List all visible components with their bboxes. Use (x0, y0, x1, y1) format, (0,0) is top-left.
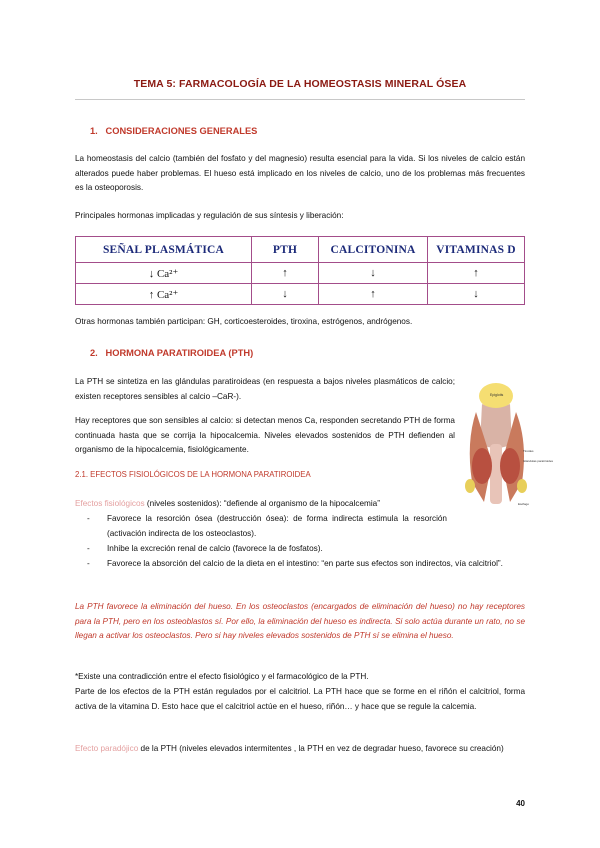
document-title: TEMA 5: FARMACOLOGÍA DE LA HOMEOSTASIS MINERAL ÓSEA (133, 78, 467, 90)
table-cell: ↓ (428, 284, 525, 305)
effects-label: Efectos fisiológicos (75, 499, 145, 508)
parathyroid-left (465, 479, 475, 493)
table-cell: ↑ (319, 284, 428, 305)
trachea-shape (490, 444, 502, 504)
subsection-2-1-heading: 2.1. EFECTOS FISIOLÓGICOS DE LA HORMONA PARATIROIDEA (75, 470, 311, 479)
italic-note: La PTH favorece la eliminación del hueso. En los osteoclastos (encargados de eliminación del hueso) no hay receptores para la PTH, pero en los osteoblastos sí. Por ello, la eliminación del hueso es indirecta. Si solo actúa durante un rato, no se llegan a activar los osteoclastos. Pero si hay niveles elevados sostenidos de PTH sí se elimina el hueso. (75, 602, 525, 641)
section-1-paragraph-2: Principales hormonas implicadas y regulación de sus síntesis y liberación: (75, 211, 344, 220)
section-2-paragraph-1: La PTH se sintetiza en las glándulas paratiroideas (en respuesta a bajos niveles plasmáticos de calcio; existen receptores sensibles al calcio –CaR-). (75, 377, 455, 401)
table-cell: ↑ (428, 263, 525, 284)
list-item-text: Favorece la resorción ósea (destrucción ósea): de forma indirecta estimula la resorción (activación indirecta de los osteoclastos). (107, 514, 447, 538)
table-cell: ↓ Ca²⁺ (76, 263, 252, 284)
table-row (76, 284, 525, 305)
page-number: 40 (516, 799, 525, 808)
label-right-2: Glándulas paratiroides (523, 459, 554, 463)
list-item (87, 557, 525, 572)
section-2-paragraph-3: *Existe una contradicción entre el efecto fisiológico y el farmacológico de la PTH. (75, 672, 369, 681)
bullet-dash: - (87, 559, 90, 568)
section-1-paragraph-1: La homeostasis del calcio (también del fosfato y del magnesio) resulta esencial para la vida. Si los niveles de calcio están alterados puede haber problemas. El hueso está implicado en los niveles de calcio, uno de los problemas más frecuentes es la osteoporosis. (75, 154, 525, 193)
list-item-text: Favorece la absorción del calcio de la dieta en el intestino: “en parte sus efectos son indirectos, vía calcitriol”. (107, 559, 503, 568)
parathyroid-right (517, 479, 527, 493)
table-header-cell: CALCITONINA (319, 237, 428, 263)
effects-rest: (niveles sostenidos): “defiende al organismo de la hipocalcemia” (144, 499, 380, 508)
table-header-cell: PTH (252, 237, 319, 263)
list-item (87, 512, 525, 541)
table-header-cell: SEÑAL PLASMÁTICA (76, 237, 252, 263)
paradox-rest: de la PTH (niveles elevados intermitentes , la PTH en vez de degradar hueso, favorece su creación) (138, 744, 504, 753)
table-header-cell: VITAMINAS D (428, 237, 525, 263)
bullet-dash: - (87, 514, 90, 523)
table-cell: ↓ (252, 284, 319, 305)
table-cell: ↓ (319, 263, 428, 284)
table-cell: ↑ (252, 263, 319, 284)
section-1-paragraph-3: Otras hormonas también participan: GH, corticoesteroides, tiroxina, estrógenos, andrógenos. (75, 317, 413, 326)
table-row (76, 263, 525, 284)
paradox-label: Efecto paradójico (75, 744, 139, 753)
label-right-1: Tiroides (523, 449, 534, 453)
section-2-heading: 2. HORMONA PARATIROIDEA (PTH) (90, 348, 254, 358)
bullet-dash: - (87, 544, 90, 553)
table-header-row (76, 237, 525, 263)
hormone-table (75, 236, 525, 305)
section-2-paragraph-2: Hay receptores que son sensibles al calcio: si detectan menos Ca, responden secretando PTH de forma continuada hasta que se corrija la hipocalcemia. Niveles elevados sostenidos de PTH defienden al organismo de la hipocalcemia, fisiológicamente. (75, 416, 455, 455)
table-cell: ↑ Ca²⁺ (76, 284, 252, 305)
thyroid-lobe-right (500, 448, 520, 484)
label-top: Epiglotis (490, 393, 504, 397)
paradox-line (75, 742, 525, 757)
title-divider (75, 99, 525, 100)
list-item (87, 542, 525, 557)
thyroid-parathyroid-illustration (462, 382, 554, 522)
section-2-paragraph-4: Parte de los efectos de la PTH están regulados por el calcitriol. La PTH hace que se forme en el riñón el calcitriol, forma activa de la vitamina D. Esto hace que el calcitriol actúe en el hueso, riñón… y hace que se regule la calcemia. (75, 687, 525, 711)
effects-line (75, 497, 455, 512)
thyroid-lobe-left (472, 448, 492, 484)
list-item-text: Inhibe la excreción renal de calcio (favorece la de fosfatos). (107, 544, 323, 553)
label-bottom: Esófago (518, 502, 530, 506)
section-1-heading: 1. CONSIDERACIONES GENERALES (90, 126, 258, 136)
